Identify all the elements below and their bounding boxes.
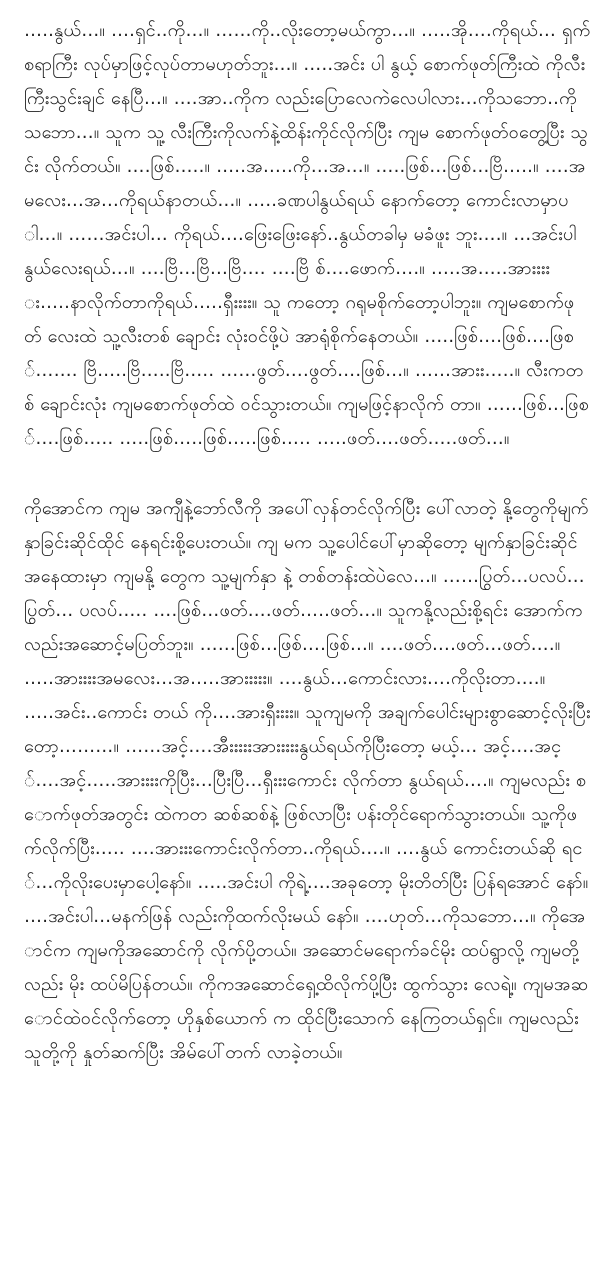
article-paragraph-2: ကိုအောင်က ကျမ အကျီနဲ့ဘော်လီကို အပေါ်လှန်တင်လိုက်ပြီး ပေါ်လာတဲ့ နို့တွေကိုမျက်နှာခြင်းဆိုင်ထိုင် နေရင်းစို့ပေးတယ်။ ကျ မက သူ့ပေါင်ပေါ်မှာဆိုတော့ မျက်နှာခြင်းဆိုင်အနေထားမှာ ကျမနို့ တွေက သူ့မျက်နှာ နဲ့ တစ်တန်းထဲပဲလေ…။ ……ပြွတ်…ပလပ်… ပြွတ်… ပလပ်….. ….ဖြစ်…ဖတ်….ဖတ်…..ဖတ်…။ သူကနို့လည်းစို့ရင်း အောက်ကလည်းအဆောင့်မပြတ်ဘူး။ ……ဖြစ်…ဖြစ်….ဖြစ်…။ ….ဖတ်….ဖတ်…ဖတ်….။ …..အားးးးအမလေး…အ…..အားးးးး။ ….နွယ်…ကောင်းလား….ကိုလိုးတာ….။ …..အင်း..ကောင်း တယ် ကို….အားရှီးးးး။ သူကျမကို အချက်ပေါင်းများစွာဆောင့်လိုးပြီး တော့………။ ……အင့်….အီးးးးးအားးးးးနွယ်ရယ်ကိုပြီးတော့ မယ့်… အင့်….အင့်….အင့်…..အားးးးကိုပြီး…ပြီးပြီ…ရှီးးးကောင်း လိုက်တာ နွယ်ရယ်….။ ကျမလည်း စောက်ဖုတ်အတွင်း ထဲကတ ဆစ်ဆစ်နဲ့ ဖြစ်လာပြီး ပန်းတိုင်ရောက်သွားတယ်။ သူ့ကိုဖက်လိုက်ပြီး….. ….အားးးကောင်းလိုက်တာ..ကိုရယ်….။ ….နွယ် ကောင်းတယ်ဆို ရင်…ကိုလိုးပေးမှာပေါ့နော်။ …..အင်းပါ ကိုရဲ့….အခုတော့ မိုးတိတ်ပြီး ပြန်ရအောင် နော်။ ….အင်းပါ…မနက်ဖြန် လည်းကိုထက်လိုးမယ် နော်။ ….ဟုတ်…ကိုသဘော…။ ကိုအောင်က ကျမကိုအဆောင်ကို လိုက်ပို့တယ်။ အဆောင်မရောက်ခင်မိုး ထပ်ရွာလို့ ကျမတို့လည်း မိုး ထပ်မိပြန်တယ်။ ကိုကအဆောင်ရှေ့ထိလိုက်ပို့ပြီး ထွက်သွား လေရဲ့။ ကျမအဆောင်ထဲဝင်လိုက်တော့ ဟိုနှစ်ယောက် က ထိုင်ပြီးသောက် နေကြတယ်ရှင်။ ကျမလည်း သူတို့ကို နှုတ်ဆက်ပြီး အိမ်ပေါ်တက် လာခဲ့တယ်။: [24, 498, 591, 1063]
paragraph-divider: [24, 456, 591, 492]
article-paragraph-1: …..နွယ်…။ ….ရှင်..ကို…။ ……ကို..လိုးတော့မယ်ကွာ…။ …..အို….ကိုရယ်… ရှက်စရာကြီး လုပ်မှာဖြင့်လုပ်တာမဟုတ်ဘူး…။ …..အင်း ပါ နွယ့် စောက်ဖုတ်ကြီးထဲ ကိုလီးကြီးသွင်းချင် နေပြီ…။ ….အာ..ကိုက လည်းပြောလေကဲလေပါလား…ကိုသဘော..ကိုသဘော…။ သူက သူ့ လီးကြီးကိုလက်နဲ့ထိန်းကိုင်လိုက်ပြီး ကျမ စောက်ဖုတ်ဝတွေ့ပြီး သွင်း လိုက်တယ်။ ….ဖြစ်…..။ …..အ…..ကို…အ…။ …..ဖြစ်…ဖြစ်…ဗြိ…..။ ….အမလေး…အ…ကိုရယ်နာတယ်…။ …..ခဏပါနွယ်ရယ် နောက်တော့ ကောင်းလာမှာပါ…။ ……အင်းပါ… ကိုရယ်….ဖြေးဖြေးနော်..နွယ်တခါမှ မခံဖူး ဘူး….။ …အင်းပါ နွယ်လေးရယ်…။ ….ဗြိ…ဗြိ…ဗြိ…. ….ဗြိ စ်….ဖောက်….။ …..အ…..အားးးးး…..နာလိုက်တာကိုရယ်…..ရှီးးးး။ သူ ကတော့ ဂရုမစိုက်တော့ပါဘူး။ ကျမစောက်ဖုတ် လေးထဲ သူ့လီးတစ် ချောင်း လုံးဝင်ဖို့ပဲ အာရုံစိုက်နေတယ်။ …..ဖြစ်….ဖြစ်….ဖြစ်……. ဗြိ…..ဗြိ…..ဗြိ….. ……ဖွတ်….ဖွတ်….ဖြစ်…။ ……အားး…..။ လီးကတစ် ချောင်းလုံး ကျမစောက်ဖုတ်ထဲ ဝင်သွားတယ်။ ကျမဖြင့်နာလိုက် တာ။ ……ဖြစ်…ဖြစ်….ဖြစ်….. …..ဖြစ်…..ဖြစ်…..ဖြစ်….. …..ဖတ်….ဖတ်…..ဖတ်…။: [24, 20, 591, 449]
